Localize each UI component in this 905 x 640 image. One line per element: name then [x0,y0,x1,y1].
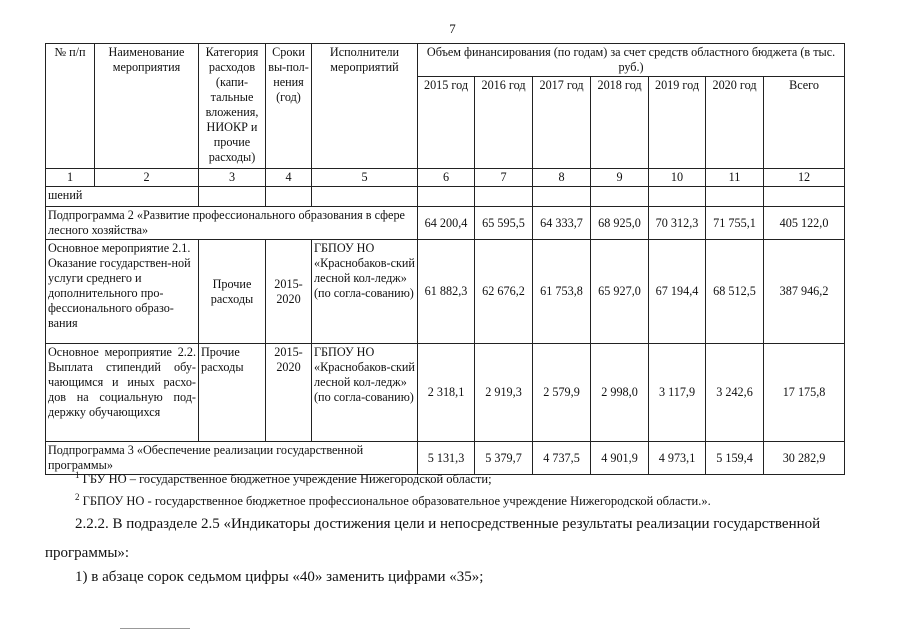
event-2-2-executor: ГБПОУ НО «Краснобаков-ский лесной кол-ледж» (по согла-сованию) [312,344,418,442]
continuation-cell: шений [46,187,199,207]
column-number: 8 [533,169,591,187]
value-cell: 62 676,2 [475,240,533,344]
value-cell: 70 312,3 [649,207,706,240]
column-number: 5 [312,169,418,187]
value-cell: 61 753,8 [533,240,591,344]
column-number: 2 [95,169,199,187]
header-year: 2018 год [591,77,649,169]
header-total: Всего [764,77,845,169]
header-period: Сроки вы-пол-нения (год) [266,44,312,169]
subprogram-3-title: Подпрограмма 3 «Обеспечение реализации государственной программы» [46,442,418,475]
page-edge-line [120,628,190,629]
header-year: 2019 год [649,77,706,169]
page-number: 7 [449,21,456,36]
table-row [46,240,845,344]
footnote-2-text: ГБПОУ НО - государственное бюджетное профессиональное образовательное учреждение Нижегородской области.». [82,494,711,509]
event-2-1-category: Прочие расходы [199,240,266,344]
value-cell: 2 579,9 [533,344,591,442]
column-number: 3 [199,169,266,187]
event-2-2-category: Прочие расходы [199,344,266,442]
column-number: 4 [266,169,312,187]
total-cell: 405 122,0 [764,207,845,240]
value-cell: 5 159,4 [706,442,764,475]
event-2-1-name: Основное мероприятие 2.1. Оказание государствен-ной услуги среднего и дополнительного про-фессионального образо-вания [46,240,199,344]
header-event-name: Наименование мероприятия [95,44,199,169]
column-number: 6 [418,169,475,187]
value-cell: 2 998,0 [591,344,649,442]
header-funding: Объем финансирования (по годам) за счет средств областного бюджета (в тыс. руб.) [418,44,845,77]
event-2-1-executor: ГБПОУ НО «Краснобаков-ский лесной кол-ледж» (по согла-сованию) [312,240,418,344]
table-row [46,344,845,442]
paragraph-2-2-2-continuation: программы»: [45,545,130,561]
column-number: 7 [475,169,533,187]
value-cell: 5 131,3 [418,442,475,475]
value-cell: 68 925,0 [591,207,649,240]
value-cell: 68 512,5 [706,240,764,344]
value-cell: 3 117,9 [649,344,706,442]
event-2-1-period: 2015-2020 [266,240,312,344]
footnotes [75,466,711,510]
subprogram-2-title: Подпрограмма 2 «Развитие профессионального образования в сфере лесного хозяйства» [46,207,418,240]
header-year: 2015 год [418,77,475,169]
value-cell: 2 318,1 [418,344,475,442]
table-row [46,207,845,240]
value-cell: 2 919,3 [475,344,533,442]
value-cell: 64 200,4 [418,207,475,240]
column-number: 9 [591,169,649,187]
paragraph-item-1: 1) в абзаце сорок седьмом цифры «40» заменить цифрами «35»; [75,569,484,585]
footnote-2-mark: 2 [75,492,80,503]
column-number: 11 [706,169,764,187]
event-2-2-period: 2015-2020 [266,344,312,442]
column-number: 1 [46,169,95,187]
value-cell: 5 379,7 [475,442,533,475]
paragraph-2-2-2: 2.2.2. В подразделе 2.5 «Индикаторы достижения цели и непосредственные результаты реализации государственной [75,516,821,532]
total-cell: 387 946,2 [764,240,845,344]
value-cell: 4 973,1 [649,442,706,475]
header-year: 2017 год [533,77,591,169]
header-number: № п/п [46,44,95,169]
header-category: Категория расходов (капи-тальные вложения, НИОКР и прочие расходы) [199,44,266,169]
footnote-1-text: ГБУ НО – государственное бюджетное учреждение Нижегородской области; [82,472,492,487]
header-year: 2020 год [706,77,764,169]
value-cell: 64 333,7 [533,207,591,240]
value-cell: 3 242,6 [706,344,764,442]
value-cell: 61 882,3 [418,240,475,344]
value-cell: 65 595,5 [475,207,533,240]
total-cell: 30 282,9 [764,442,845,475]
column-number: 12 [764,169,845,187]
value-cell: 65 927,0 [591,240,649,344]
footnote-2 [75,488,711,510]
column-number: 10 [649,169,706,187]
value-cell: 4 737,5 [533,442,591,475]
footnote-1 [75,466,711,488]
header-executors: Исполнители мероприятий [312,44,418,169]
total-cell: 17 175,8 [764,344,845,442]
footnote-1-mark: 1 [75,470,80,480]
header-year: 2016 год [475,77,533,169]
financing-table [45,43,845,475]
value-cell: 4 901,9 [591,442,649,475]
value-cell: 71 755,1 [706,207,764,240]
value-cell: 67 194,4 [649,240,706,344]
event-2-2-name: Основное мероприятие 2.2. Выплата стипендий обу-чающимся и иных расхо-дов на социальную под-держку обучающихся [46,344,199,442]
